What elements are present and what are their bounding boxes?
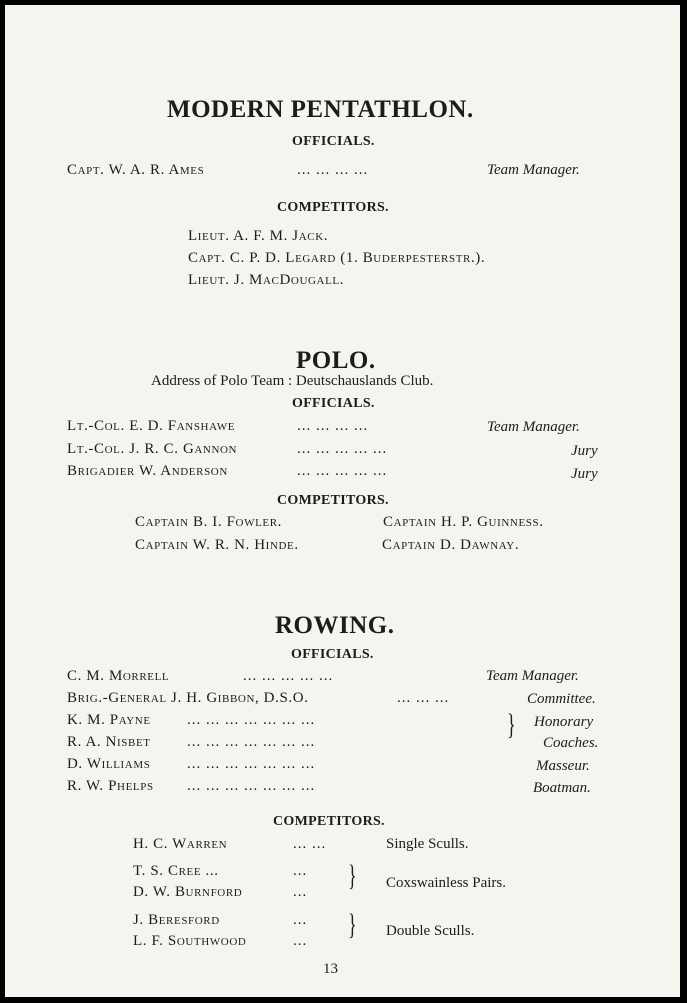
rowing-coaches-role-line1: Honorary <box>534 714 594 730</box>
rowing-official-role: Committee. <box>527 691 596 707</box>
rowing-officials-heading: OFFICIALS. <box>291 647 374 662</box>
leader-dots: ... <box>293 933 308 949</box>
polo-competitors-heading: COMPETITORS. <box>277 493 389 508</box>
pentathlon-competitor: Lieut. A. F. M. Jack. <box>188 228 329 244</box>
leader-dots: ... ... ... ... ... <box>243 668 334 684</box>
polo-official-role: Team Manager. <box>487 419 580 435</box>
pentathlon-official-name: Capt. W. A. R. Ames <box>67 162 205 178</box>
right-brace: } <box>348 908 357 941</box>
polo-official-role: Jury <box>571 443 598 459</box>
right-brace: } <box>507 708 516 741</box>
rowing-competitor-name: T. S. Cree ... <box>133 863 219 879</box>
pentathlon-competitor: Lieut. J. MacDougall. <box>188 272 345 288</box>
polo-official-role: Jury <box>571 466 598 482</box>
leader-dots: ... ... ... ... ... ... ... <box>187 778 316 794</box>
rowing-official-name: C. M. Morrell <box>67 668 170 684</box>
polo-competitor: Captain H. P. Guinness. <box>383 514 544 530</box>
page-number: 13 <box>323 961 338 977</box>
leader-dots: ... <box>293 912 308 928</box>
leader-dots: ... ... ... ... ... <box>297 441 388 457</box>
pentathlon-official-role: Team Manager. <box>487 162 580 178</box>
leader-dots: ... ... ... ... ... ... ... <box>187 734 316 750</box>
pentathlon-competitor: Capt. C. P. D. Legard (1. Buderpesterstr.). <box>188 250 486 266</box>
leader-dots: ... <box>293 863 308 879</box>
polo-official-name: Brigadier W. Anderson <box>67 463 228 479</box>
leader-dots: ... ... ... <box>397 690 450 706</box>
rowing-official-role: Boatman. <box>533 780 591 796</box>
polo-officials-heading: OFFICIALS. <box>292 396 375 411</box>
leader-dots: ... ... ... ... ... <box>297 463 388 479</box>
rowing-official-name: R. W. Phelps <box>67 778 154 794</box>
rowing-event: Single Sculls. <box>386 836 469 852</box>
rowing-official-role: Team Manager. <box>486 668 579 684</box>
rowing-competitor-name: D. W. Burnford <box>133 884 243 900</box>
leader-dots: ... ... ... ... <box>297 418 369 434</box>
rowing-official-name: R. A. Nisbet <box>67 734 151 750</box>
right-brace: } <box>348 859 357 892</box>
rowing-official-role: Masseur. <box>536 758 590 774</box>
rowing-competitor-name: J. Beresford <box>133 912 220 928</box>
polo-address: Address of Polo Team : Deutschauslands Club. <box>151 373 434 389</box>
rowing-event: Coxswainless Pairs. <box>386 875 506 891</box>
leader-dots: ... ... ... ... ... ... ... <box>187 756 316 772</box>
pentathlon-competitors-heading: COMPETITORS. <box>277 200 389 215</box>
rowing-event: Double Sculls. <box>386 923 475 939</box>
polo-competitor: Captain B. I. Fowler. <box>135 514 282 530</box>
polo-title: POLO. <box>296 347 376 374</box>
polo-official-name: Lt.-Col. E. D. Fanshawe <box>67 418 236 434</box>
polo-official-name: Lt.-Col. J. R. C. Gannon <box>67 441 238 457</box>
pentathlon-title: MODERN PENTATHLON. <box>167 96 474 123</box>
leader-dots: ... ... <box>293 836 327 852</box>
leader-dots: ... ... ... ... <box>297 162 369 178</box>
rowing-title: ROWING. <box>275 612 395 639</box>
rowing-official-name: K. M. Payne <box>67 712 151 728</box>
leader-dots: ... <box>293 884 308 900</box>
polo-competitor: Captain D. Dawnay. <box>382 537 520 553</box>
rowing-official-name: Brig.-General J. H. Gibbon, D.S.O. <box>67 690 309 706</box>
polo-competitor: Captain W. R. N. Hinde. <box>135 537 299 553</box>
rowing-competitor-name: L. F. Southwood <box>133 933 247 949</box>
rowing-competitor-name: H. C. Warren <box>133 836 228 852</box>
program-page <box>5 5 680 997</box>
rowing-coaches-role-line2: Coaches. <box>543 735 599 751</box>
pentathlon-officials-heading: OFFICIALS. <box>292 134 375 149</box>
rowing-official-name: D. Williams <box>67 756 151 772</box>
leader-dots: ... ... ... ... ... ... ... <box>187 712 316 728</box>
rowing-competitors-heading: COMPETITORS. <box>273 814 385 829</box>
